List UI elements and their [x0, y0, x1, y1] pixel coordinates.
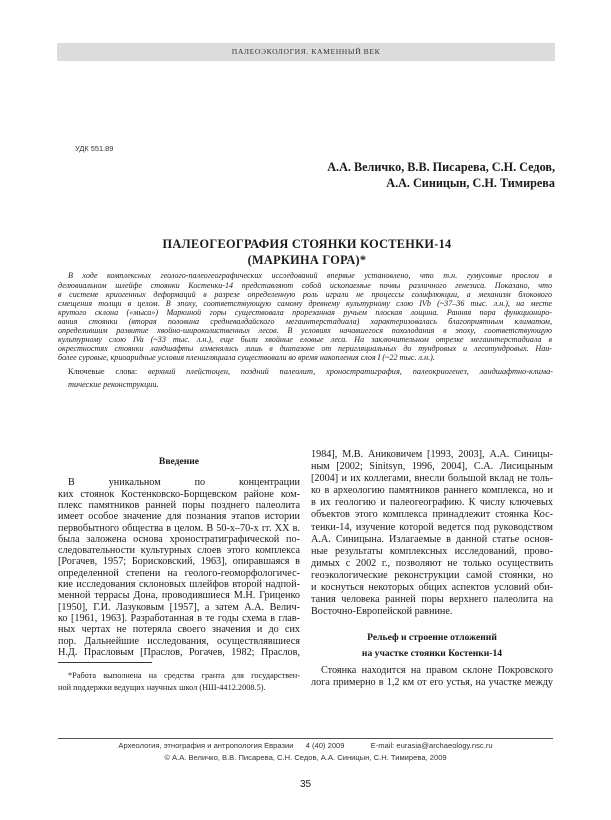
text-line: имеет особое значение для познания этапов истории	[58, 511, 300, 523]
text-line: и коснуться некоторых общих аспектов условий оби-	[311, 581, 553, 593]
text-line: ко в археологию памятников раннего комплекса, но и	[311, 485, 553, 497]
heading-line: на участке стоянки Костенки-14	[361, 648, 503, 659]
text-line: менной террасы Дона, проводившиеся М.Н. Гриценко	[58, 590, 300, 602]
running-header: ПАЛЕОЭКОЛОГИЯ. КАМЕННЫЙ ВЕК	[57, 43, 555, 61]
text-line: более суровые, криоаридные условия пленигляциала существовали во время накопления слоя I (~22 тыс. л.н.).	[58, 353, 435, 363]
journal-year: 2009	[327, 741, 345, 750]
intro-text-left-column	[58, 477, 300, 658]
article-title	[0, 236, 611, 268]
authors	[327, 159, 555, 191]
text-line: [2004] и их коллегами, внесли большой вклад не толь-	[311, 473, 553, 485]
text-line: ных чертах не потеряла своего значения и до сих	[58, 624, 300, 636]
text-line: ные результаты комплексных исследований, прово-	[311, 545, 553, 557]
text-line: плекс памятников ранней поры позднего палеолита	[58, 499, 300, 511]
text-line: ко [1961, 1963]. Разработанная в те годы схема в глав-	[58, 612, 300, 624]
section-heading-intro: Введение	[158, 456, 200, 467]
text-line: пор. Дальнейшие исследования, осуществлявшиеся	[58, 635, 300, 647]
text-line: ких стоянок Костенковско-Борщевском районе ком-	[58, 488, 300, 500]
footnote-divider	[58, 662, 152, 663]
keywords-text: тические реконструкции.	[68, 380, 159, 389]
journal-email[interactable]: E-mail: eurasia@archaeology.nsc.ru	[370, 741, 493, 750]
keywords-text: верхний плейстоцен, поздний палеолит, хроностратиграфия, палеокриогенез, ландшафтно-клима-	[147, 367, 554, 376]
keywords	[68, 365, 553, 391]
journal-name: Археология, этнография и антропология Евразии	[118, 741, 294, 750]
text-line: смещения толщи в целом. В эпоху, соответствующую самому древнему культурному слою IVb (~37–36 тыс. л.н.), на месте	[58, 298, 552, 308]
text-line: *Работа выполнена на средства гранта для государствен-	[68, 670, 300, 680]
authors-line: А.А. Величко, В.В. Писарева, С.Н. Седов,	[327, 160, 555, 174]
text-line: была заложена основа хроностратиграфической по-	[58, 533, 300, 545]
authors-line: А.А. Синицын, С.Н. Тимирева	[386, 176, 555, 190]
text-line: в их геологию и палеогеографию. К числу ключевых	[311, 497, 553, 509]
intro-text-right-column	[311, 449, 553, 618]
text-line: определившим развитие хвойно-широколиственных лесов. В условиях начавшегося похолодания в эпоху, соответствующую	[58, 326, 552, 335]
page-number: 35	[299, 779, 312, 790]
text-line: В ходе комплексных геолого-палеогеографических исследований впервые установлено, что т.н. гумусовые прослои в	[68, 271, 552, 281]
footnote	[58, 670, 300, 695]
text-line: ным [2002; Sinitsyn, 1996, 2004], С.А. Лисицыным	[311, 461, 553, 473]
text-line: геоэкологические реконструкции самой стоянки, но	[311, 569, 553, 581]
text-line: [Рогачев, 1957; Борисковский, 1963], опиравшаяся в	[58, 556, 300, 568]
text-line: в системе криогенных деформаций в разрезе определенную роль играли не процессы солифлюкции, а механизм блокового	[58, 289, 552, 299]
title-line: (МАРКИНА ГОРА)*	[247, 253, 367, 267]
text-line: определенной степени на геолого-геоморфологичес-	[58, 567, 300, 579]
text-line: культурному слою IVa (~33 тыс. л.н.), еще были хвойные еловые леса. На заключительном отрезке мегаинтерстадиала в	[58, 335, 552, 345]
text-line: Н.Д. Праслoвым [Праслов, Рогачев, 1982; Праслов,	[58, 646, 300, 658]
text-line: димых с 2002 г., позволяют не только осуществить	[311, 557, 553, 569]
text-line: кие исследования склоновых шлейфов второй надпой-	[58, 579, 300, 591]
section-heading-relief	[311, 630, 553, 662]
text-line: А.А. Синицына. Излагаемые в данной статье основ-	[311, 533, 553, 545]
text-line: тания человека ранней поры верхнего палеолита на	[311, 594, 553, 606]
text-line: 1984], М.В. Аниковичем [1993, 2003], А.А. Синицы-	[311, 448, 553, 460]
text-line: Стоянка находится на правом склоне Покровского	[321, 664, 553, 676]
title-line: ПАЛЕОГЕОГРАФИЯ СТОЯНКИ КОСТЕНКИ-14	[162, 237, 452, 251]
page-footer	[58, 740, 553, 764]
text-line: В уникальном по концентрации	[68, 477, 300, 489]
text-line: Восточно-Европейской равнине.	[311, 606, 453, 618]
text-line: тенки-14, изучение которой ведется под руководством	[311, 521, 553, 533]
text-line: [1950], Г.И. Лазуковым [1957], а затем А.А. Велич-	[58, 601, 300, 613]
footer-divider	[58, 738, 553, 739]
relief-text	[311, 665, 553, 690]
abstract	[58, 271, 552, 362]
text-line: вания стоянки (вторая половина средневалдайского мегаинтерстадиала) характеризовалась благоприятным климатом,	[58, 316, 552, 326]
keywords-label: Ключевые слова:	[68, 367, 138, 376]
text-line: первобытного общества в целом. В 50-х–70-х гг. XX в.	[58, 522, 300, 534]
copyright: © А.А. Величко, В.В. Писарева, С.Н. Седов, А.А. Синицын, С.Н. Тимирева, 2009	[164, 753, 447, 762]
text-line: делювиальном шлейфе стоянки Костенки-14 представляют собой ископаемые почвы различного генезиса. Показано, что	[58, 280, 552, 290]
heading-line: Рельеф и строение отложений	[367, 632, 497, 643]
udk-code: УДК 551.89	[75, 144, 114, 153]
text-line: окрестностях стоянки ландшафты изменялись лишь в диапазоне от перигляциальных до тундровых и лесотундровых. Наи-	[58, 344, 552, 354]
text-line: крутого склона («мыса») Маркиной горы существовала прорезанная ручьем плоская лощина. Ранняя пора функциониро-	[58, 307, 552, 317]
text-line: объектов этого комплекса принадлежит стоянка Кос-	[311, 509, 553, 521]
text-line: ной поддержки ведущих научных школ (НШ-4412.2008.5).	[58, 683, 266, 693]
text-line: следовательности культурных слоев этого комплекса	[58, 545, 300, 557]
journal-issue: 4 (40)	[305, 741, 326, 750]
text-line: лога примерно в 1,2 км от его устья, на участке между	[311, 677, 553, 689]
